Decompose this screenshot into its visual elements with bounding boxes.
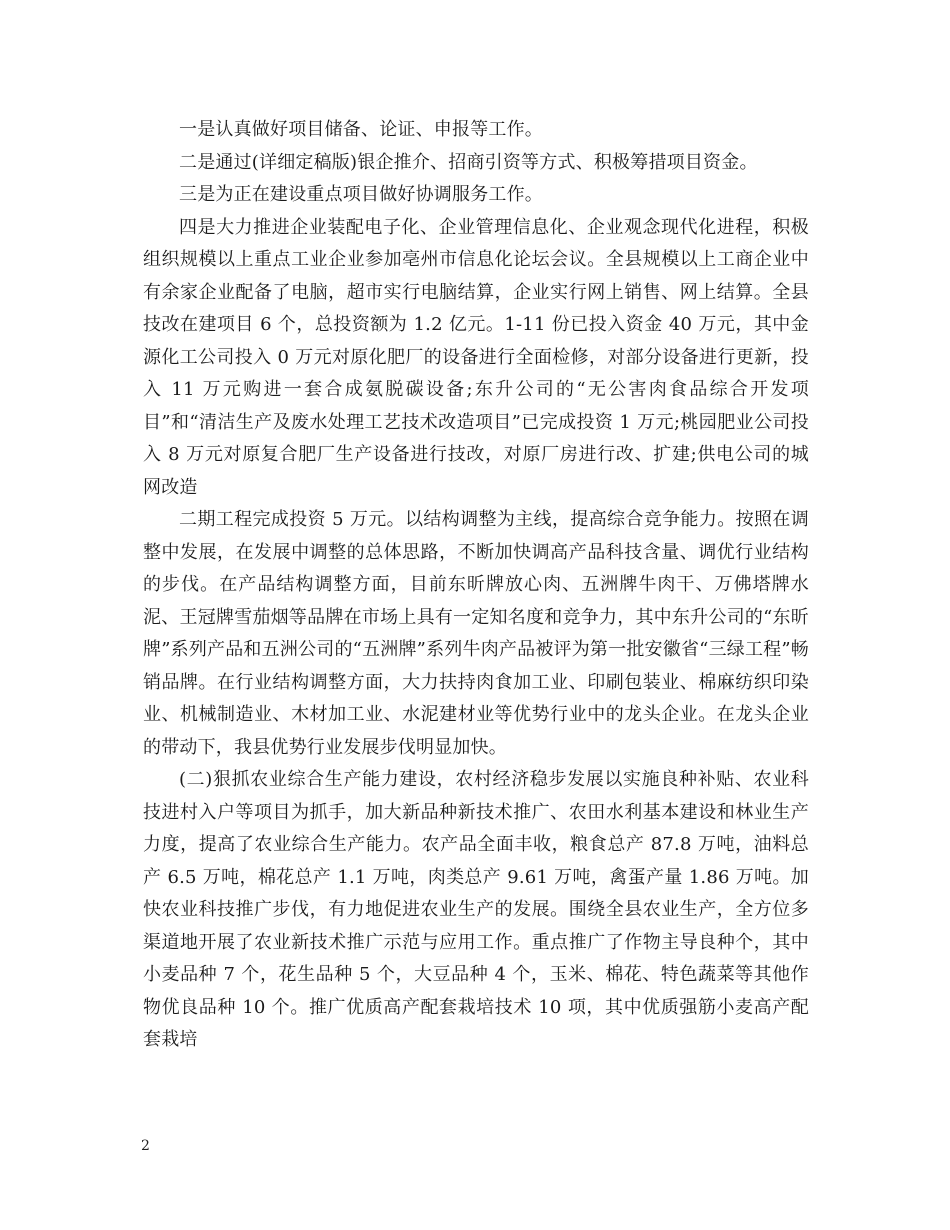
paragraph: 四是大力推进企业装配电子化、企业管理信息化、企业观念现代化进程，积极组织规模以上重点工业企业参加亳州市信息化论坛会议。全县规模以上工商企业中有余家企业配备了电脑，超市实行电脑结算，企业实行网上销售、网上结算。全县技改在建项目 6 个，总投资额为 1.2 亿元。1-11 份已投入资金 40 万元，其中金源化工公司投入 0 万元对原化肥厂的设备进行全面检修，对部分设备进行更新，投入 11 万元购进一套合成氨脱碳设备;东升公司的“无公害肉食品综合开发项目”和“清洁生产及废水处理工艺技术改造项目”已完成投资 1 万元;桃园肥业公司投入 8 万元对原复合肥厂生产设备进行技改，对原厂房进行改、扩建;供电公司的城网改造 (143, 216, 809, 498)
paragraph: 一是认真做好项目储备、论证、申报等工作。 (179, 119, 543, 140)
document-body (143, 114, 809, 1057)
page-number: 2 (141, 1138, 150, 1154)
paragraph: 三是为正在建设重点项目做好协调服务工作。 (179, 184, 543, 205)
paragraph: 二是通过(详细定稿版)银企推介、招商引资等方式、积极筹措项目资金。 (179, 151, 758, 173)
paragraph: 二期工程完成投资 5 万元。以结构调整为主线，提高综合竞争能力。按照在调整中发展，在发展中调整的总体思路，不断加快调高产品科技含量、调优行业结构的步伐。在产品结构调整方面，目前东昕牌放心肉、五洲牌牛肉干、万佛塔牌水泥、王冠牌雪茄烟等品牌在市场上具有一定知名度和竞争力，其中东升公司的“东昕牌”系列产品和五洲公司的“五洲牌”系列牛肉产品被评为第一批安徽省“三绿工程”畅销品牌。在行业结构调整方面，大力扶持肉食加工业、印刷包装业、棉麻纺织印染业、机械制造业、木材加工业、水泥建材业等优势行业中的龙头企业。在龙头企业的带动下，我县优势行业发展步伐明显加快。 (143, 509, 809, 758)
paragraph: (二)狠抓农业综合生产能力建设，农村经济稳步发展以实施良种补贴、农业科技进村入户等项目为抓手，加大新品种新技术推广、农田水利基本建设和林业生产力度，提高了农业综合生产能力。农产品全面丰收，粮食总产 87.8 万吨，油料总产 6.5 万吨，棉花总产 1.1 万吨，肉类总产 9.61 万吨，禽蛋产量 1.86 万吨。加快农业科技推广步伐，有力地促进农业生产的发展。围绕全县农业生产，全方位多渠道地开展了农业新技术推广示范与应用工作。重点推广了作物主导良种个，其中小麦品种 7 个，花生品种 5 个，大豆品种 4 个，玉米、棉花、特色蔬菜等其他作物优良品种 10 个。推广优质高产配套栽培技术 10 项，其中优质强筋小麦高产配套栽培 (143, 769, 809, 1050)
